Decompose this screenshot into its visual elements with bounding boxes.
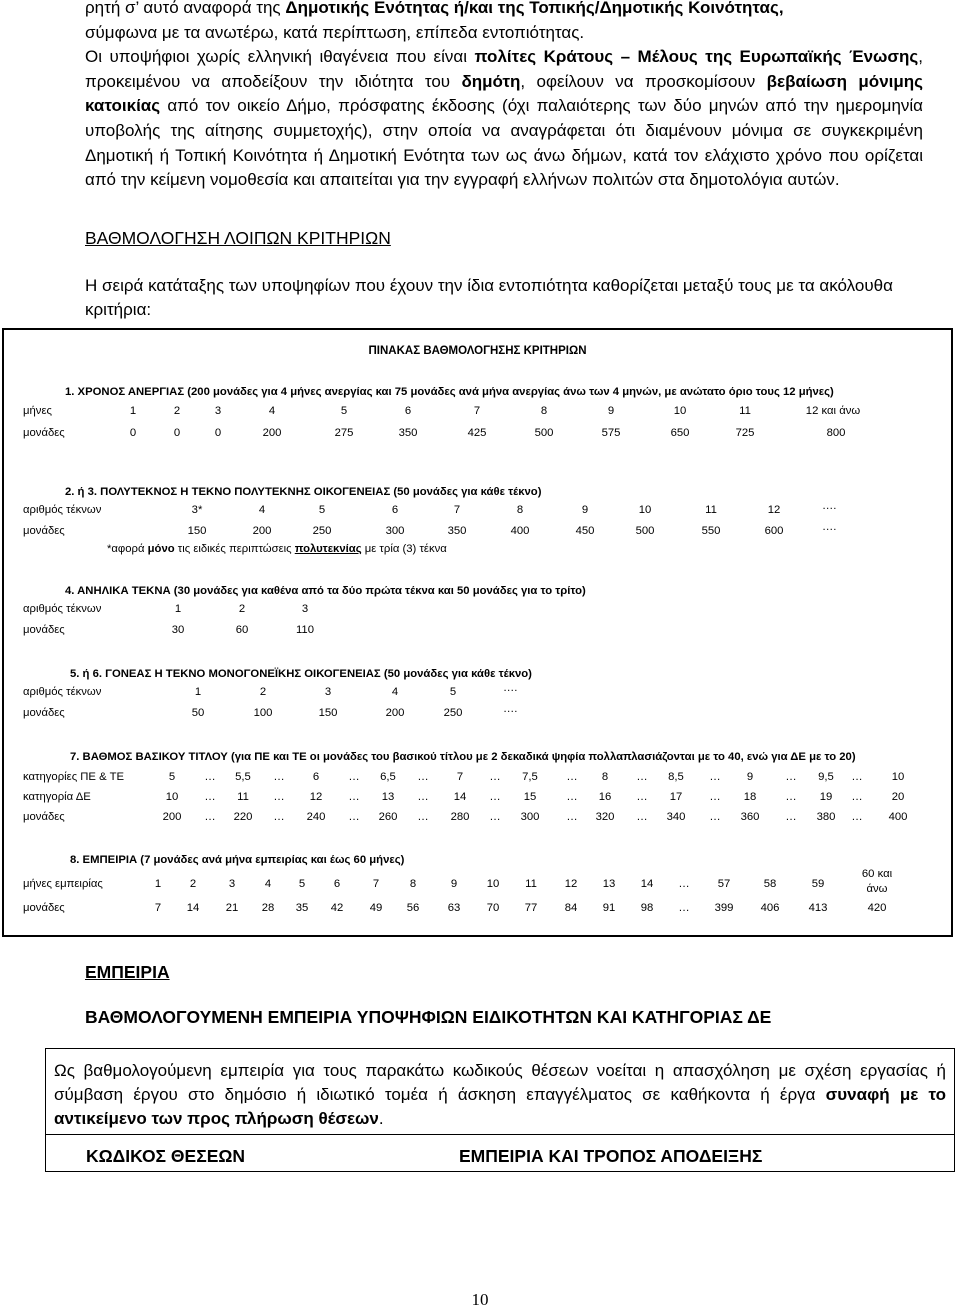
experience-box-text [46, 1049, 954, 1131]
table-cell: 1 [194, 686, 202, 698]
table-cell: 6 [312, 771, 320, 783]
table-cell: 8 [409, 878, 417, 890]
table-cell: 58 [763, 878, 777, 890]
table-cell: 250 [312, 525, 332, 537]
table-cell: 60 [235, 624, 249, 636]
table-cell: … [636, 811, 648, 823]
section-1-title: 1. ΧΡΟΝΟΣ ΑΝΕΡΓΙΑΣ (200 μονάδες για 4 μήνες ανεργίας και 75 μονάδες ανά μήνα ανεργίας άνω των 4 μηνών, με ανώτατο όριο τους 12 μήνες) [65, 386, 834, 398]
table-cell: 413 [808, 902, 828, 914]
table-cell: … [566, 811, 578, 823]
table-cell: 300 [385, 525, 405, 537]
table-cell: 8 [516, 504, 524, 516]
table-cell: 5,5 [235, 771, 251, 783]
section-8-title: 8. ΕΜΠΕΙΡΙΑ (7 μονάδες ανά μήνα εμπειρίας και έως 60 μήνες) [70, 854, 405, 866]
table-cell: 110 [295, 624, 315, 636]
table-cell: 5 [318, 504, 326, 516]
table-cell: 9 [450, 878, 458, 890]
table-cell: … [785, 791, 797, 803]
s7-row3-label: μονάδες [23, 811, 65, 823]
table-cell: 42 [330, 902, 344, 914]
table-cell: 400 [888, 811, 908, 823]
s2-row2-label: μονάδες [23, 525, 65, 537]
table-cell: 13 [602, 878, 616, 890]
table-cell: 420 [867, 902, 887, 914]
table-cell: 10 [165, 791, 179, 803]
table-cell: 14 [453, 791, 467, 803]
p2-g: από τον οικείο Δήμο, πρόσφατης έκδοσης (όχι παλαιότερης των δύο μηνών από την ημερομηνία υποβολής της αίτησης συμμετοχής), στην οποία να αναγράφεται ότι διαμένουν μόνιμα σε συγκεκριμένη Δημοτική ή Τοπική Κοινότητα ή Δημοτική Ενότητα των ως άνω δήμων, κατά τον ελάχιστο χρόνο που ορίζεται από την κείμενη νομοθεσία και απαιτείται για την εγγραφή ελλήνων πολιτών στα δημοτολόγια αυτών. [85, 96, 923, 190]
table-cell: 11 [739, 405, 751, 417]
table-cell: … [273, 771, 285, 783]
p2-a: Οι υποψήφιοι χωρίς ελληνική ιθαγένεια που είναι [85, 47, 475, 67]
s5-row2-label: μονάδες [23, 707, 65, 719]
table-cell: 340 [666, 811, 686, 823]
table-cell: … [678, 902, 690, 914]
table-cell: 220 [233, 811, 253, 823]
table-cell: 3 [301, 603, 309, 615]
table-cell: 10 [891, 771, 905, 783]
col-header-position-code: ΚΩΔΙΚΟΣ ΘΕΣΕΩΝ [86, 1146, 246, 1166]
table-cell: 575 [601, 427, 621, 439]
table-cell: 11 [525, 878, 537, 890]
intro-text [85, 0, 923, 193]
table-cell: … [204, 791, 216, 803]
table-cell: 3* [191, 504, 203, 516]
table-cell: … [566, 771, 578, 783]
note-c: τις ειδικές περιπτώσεις [174, 543, 295, 555]
s2-row1-label: αριθμός τέκνων [23, 504, 102, 516]
table-cell: … [851, 791, 863, 803]
table-cell: … [636, 791, 648, 803]
table-cell: 3 [324, 686, 332, 698]
table-cell: … [785, 811, 797, 823]
s2-row2-dots: …. [822, 521, 837, 533]
table-cell: 9 [746, 771, 754, 783]
note-a: *αφορά [107, 543, 148, 555]
table-cell: … [709, 771, 721, 783]
table-cell: 6 [404, 405, 412, 417]
table-cell: 59 [811, 878, 825, 890]
table-cell: … [566, 791, 578, 803]
table-cell: 0 [173, 427, 181, 439]
table-cell: 7 [473, 405, 481, 417]
table-cell: … [348, 811, 360, 823]
table-cell: 250 [443, 707, 463, 719]
table-cell: 7 [372, 878, 380, 890]
table-cell: 1 [174, 603, 182, 615]
table-cell: 3 [228, 878, 236, 890]
table-cell: 9 [607, 405, 615, 417]
table-cell: 98 [640, 902, 654, 914]
table-cell: … [851, 811, 863, 823]
table-cell: … [489, 811, 501, 823]
intro-line1-bold: Δημοτικής Ενότητας ή/και της Τοπικής/Δημοτικής Κοινότητας, [285, 0, 784, 17]
s5-row2-dots: …. [503, 703, 518, 715]
table-cell: … [489, 791, 501, 803]
s2-row1-dots: …. [822, 500, 837, 512]
s4-row2-label: μονάδες [23, 624, 65, 636]
criteria-table-box [2, 328, 953, 937]
table-cell: 380 [816, 811, 836, 823]
box2-text-c: . [378, 1109, 384, 1128]
s5-row1-dots: …. [503, 682, 518, 694]
table-cell: 5 [340, 405, 348, 417]
table-cell: … [348, 771, 360, 783]
table-cell: 150 [187, 525, 207, 537]
table-cell: 19 [819, 791, 833, 803]
table-cell: … [273, 811, 285, 823]
table-cell: 360 [740, 811, 760, 823]
table-cell: 77 [524, 902, 538, 914]
heading-empeiria [85, 962, 170, 983]
p2-b: πολίτες Κράτους – Μέλους της Ευρωπαϊκής Ένωσης [474, 47, 919, 67]
table-cell: 8 [540, 405, 548, 417]
table-cell: 20 [891, 791, 905, 803]
s7-row2-label: κατηγορία ΔΕ [23, 791, 91, 803]
s8-row1-last [862, 867, 892, 897]
table-cell: 350 [447, 525, 467, 537]
table-cell: … [851, 771, 863, 783]
table-cell: 4 [391, 686, 399, 698]
section-4-title: 4. ΑΝΗΛΙΚΑ ΤΕΚΝΑ (30 μονάδες για καθένα από τα δύο πρώτα τέκνα και 50 μονάδες για το τρίτο) [65, 585, 586, 597]
table-cell: 150 [318, 707, 338, 719]
table-cell: 280 [450, 811, 470, 823]
table-cell: 8,5 [668, 771, 684, 783]
table-cell: 275 [334, 427, 354, 439]
table-cell: 0 [214, 427, 222, 439]
page-number: 10 [471, 1290, 489, 1309]
table-cell: 100 [253, 707, 273, 719]
table-cell: 2 [238, 603, 246, 615]
heading-other-criteria: ΒΑΘΜΟΛΟΓΗΣΗ ΛΟΙΠΩΝ ΚΡΙΤΗΡΙΩΝ [85, 228, 391, 248]
intro-paragraph2 [85, 45, 923, 193]
table-cell: … [709, 791, 721, 803]
table-cell: 11 [237, 791, 249, 803]
table-cell: 2 [259, 686, 267, 698]
table-cell: 16 [598, 791, 612, 803]
note-b: μόνο [147, 543, 175, 555]
table-cell: 17 [669, 791, 683, 803]
table-cell: 28 [261, 902, 275, 914]
experience-box-divider [46, 1134, 954, 1135]
table-cell: 6,5 [380, 771, 396, 783]
table-cell: 63 [447, 902, 461, 914]
table-cell: 56 [406, 902, 420, 914]
table-cell: 1 [154, 878, 162, 890]
table-cell: 350 [398, 427, 418, 439]
s2-footnote [107, 543, 447, 555]
table-cell: 18 [743, 791, 757, 803]
table-cell: 550 [701, 525, 721, 537]
table-cell: 0 [129, 427, 137, 439]
table-cell: 2 [189, 878, 197, 890]
heading-empeiria-text: ΕΜΠΕΙΡΙΑ [85, 962, 170, 982]
table-cell: 35 [295, 902, 309, 914]
table-cell: 9,5 [818, 771, 834, 783]
table-cell: 21 [225, 902, 239, 914]
s8-row1-label: μήνες εμπειρίας [23, 878, 103, 890]
s5-row1-label: αριθμός τέκνων [23, 686, 102, 698]
intro-line2: σύμφωνα με τα ανωτέρω, κατά περίπτωση, επίπεδα εντοπιότητας. [85, 22, 585, 42]
table-cell: 450 [575, 525, 595, 537]
table-cell: … [273, 791, 285, 803]
p2-e: , οφείλουν να προσκομίσουν [520, 71, 767, 91]
table-cell: … [678, 878, 690, 890]
table-cell: 50 [191, 707, 205, 719]
experience-box [45, 1048, 955, 1172]
table-cell: 300 [520, 811, 540, 823]
table-cell: 2 [173, 405, 181, 417]
section-5-title: 5. ή 6. ΓΟΝΕΑΣ Η ΤΕΚΝΟ ΜΟΝΟΓΟΝΕΪΚΗΣ ΟΙΚΟΓΕΝΕΙΑΣ (50 μονάδες για κάθε τέκνο) [70, 668, 532, 680]
table-cell: … [204, 771, 216, 783]
section-2-title: 2. ή 3. ΠΟΛΥΤΕΚΝΟΣ Η ΤΕΚΝΟ ΠΟΛΥΤΕΚΝΗΣ ΟΙΚΟΓΕΝΕΙΑΣ (50 μονάδες για κάθε τέκνο) [65, 486, 542, 498]
table-cell: … [785, 771, 797, 783]
s7-row1-label: κατηγορίες ΠΕ & ΤΕ [23, 771, 125, 783]
table-cell: … [636, 771, 648, 783]
s4-row1-label: αριθμός τέκνων [23, 603, 102, 615]
table-cell: 1 [129, 405, 137, 417]
table-cell: … [417, 771, 429, 783]
table-cell: 12 [767, 504, 781, 516]
table-cell: 500 [534, 427, 554, 439]
table-cell: 600 [764, 525, 784, 537]
table-cell: 425 [467, 427, 487, 439]
s1-row2-label: μονάδες [23, 427, 65, 439]
table-cell: 7 [453, 504, 461, 516]
table-cell: 200 [252, 525, 272, 537]
table-cell: 260 [378, 811, 398, 823]
table-cell: 91 [602, 902, 616, 914]
table-cell: 200 [385, 707, 405, 719]
table-cell: 6 [391, 504, 399, 516]
table-cell: 5 [298, 878, 306, 890]
s1-row1-label: μήνες [23, 405, 52, 417]
table-cell: 4 [258, 504, 266, 516]
table-cell: 10 [486, 878, 500, 890]
table-cell: 399 [714, 902, 734, 914]
table-cell: 400 [510, 525, 530, 537]
table-cell: 800 [826, 427, 846, 439]
table-cell: 13 [381, 791, 395, 803]
table-cell: 406 [760, 902, 780, 914]
table-cell: 5 [168, 771, 176, 783]
criteria-table-title: ΠΙΝΑΚΑΣ ΒΑΘΜΟΛΟΓΗΣΗΣ ΚΡΙΤΗΡΙΩΝ [368, 345, 587, 357]
table-cell: 30 [171, 624, 185, 636]
table-cell: 6 [333, 878, 341, 890]
table-cell: 57 [717, 878, 731, 890]
table-cell: 8 [601, 771, 609, 783]
col-header-experience-proof: ΕΜΠΕΙΡΙΑ ΚΑΙ ΤΡΟΠΟΣ ΑΠΟΔΕΙΞΗΣ [459, 1146, 763, 1166]
table-cell: 70 [486, 902, 500, 914]
table-cell: 3 [214, 405, 222, 417]
table-cell: 500 [635, 525, 655, 537]
s8-last-a: 60 και [861, 868, 893, 880]
table-cell: 4 [264, 878, 272, 890]
table-cell: … [348, 791, 360, 803]
table-cell: 14 [186, 902, 200, 914]
table-cell: 7,5 [522, 771, 538, 783]
table-cell: 200 [262, 427, 282, 439]
s8-last-b: άνω [866, 883, 888, 895]
table-cell: 12 και άνω [805, 405, 861, 417]
table-cell: … [204, 811, 216, 823]
table-cell: … [417, 791, 429, 803]
table-cell: … [709, 811, 721, 823]
table-cell: 200 [162, 811, 182, 823]
note-e: με τρία (3) τέκνα [361, 543, 447, 555]
table-cell: 240 [306, 811, 326, 823]
box2-text-a: Ως βαθμολογούμενη εμπειρία για τους παρακάτω κωδικούς θέσεων νοείται η απασχόληση με σχέση εργασίας ή σύμβαση έργου στο δημόσιο ή ιδιωτικό τομέα ή άσκηση επαγγέλματος σε καθήκοντα ή έργα [54, 1061, 946, 1104]
table-cell: 49 [369, 902, 383, 914]
s8-row2-label: μονάδες [23, 902, 65, 914]
table-cell: 84 [564, 902, 578, 914]
p2-d: δημότη [461, 71, 521, 91]
table-cell: 7 [456, 771, 464, 783]
table-cell: 320 [595, 811, 615, 823]
table-cell: … [489, 771, 501, 783]
table-cell: … [417, 811, 429, 823]
table-cell: 14 [640, 878, 654, 890]
table-cell: 12 [309, 791, 323, 803]
table-cell: 725 [735, 427, 755, 439]
table-cell: 7 [154, 902, 162, 914]
table-cell: 11 [705, 504, 717, 516]
section-7-title: 7. ΒΑΘΜΟΣ ΒΑΣΙΚΟΥ ΤΙΤΛΟΥ (για ΠΕ και ΤΕ οι μονάδες του βασικού τίτλου με 2 δεκαδικά ψηφία πολλαπλασιάζονται με το 40, ενώ για ΔΕ με το 20) [70, 751, 856, 763]
table-cell: 5 [449, 686, 457, 698]
table-cell: 4 [268, 405, 276, 417]
p2-c: , προκειμένου να αποδείξουν την ιδιότητα του [85, 47, 924, 91]
table-cell: 10 [638, 504, 652, 516]
p2-f: βεβαίωση μόνιμης κατοικίας [85, 71, 923, 116]
table-cell: 650 [670, 427, 690, 439]
table-cell: 10 [673, 405, 687, 417]
box2-text-b: συναφή με το αντικείμενο των προς πλήρωση θέσεων [54, 1085, 946, 1128]
ranking-paragraph: Η σειρά κατάταξης των υποψηφίων που έχουν την ίδια εντοπιότητα καθορίζεται μεταξύ τους με τα ακόλουθα κριτήρια: [85, 276, 893, 319]
heading-scored-experience: ΒΑΘΜΟΛΟΓΟΥΜΕΝΗ ΕΜΠΕΙΡΙΑ ΥΠΟΨΗΦΙΩΝ ΕΙΔΙΚΟΤΗΤΩΝ ΚΑΙ ΚΑΤΗΓΟΡΙΑΣ ΔΕ [85, 1007, 772, 1027]
intro-line1-text: ρητή σ’ αυτό αναφορά της [85, 0, 286, 17]
table-cell: 12 [564, 878, 578, 890]
note-d: πολυτεκνίας [294, 543, 362, 555]
table-cell: 15 [523, 791, 537, 803]
table-cell: 9 [581, 504, 589, 516]
